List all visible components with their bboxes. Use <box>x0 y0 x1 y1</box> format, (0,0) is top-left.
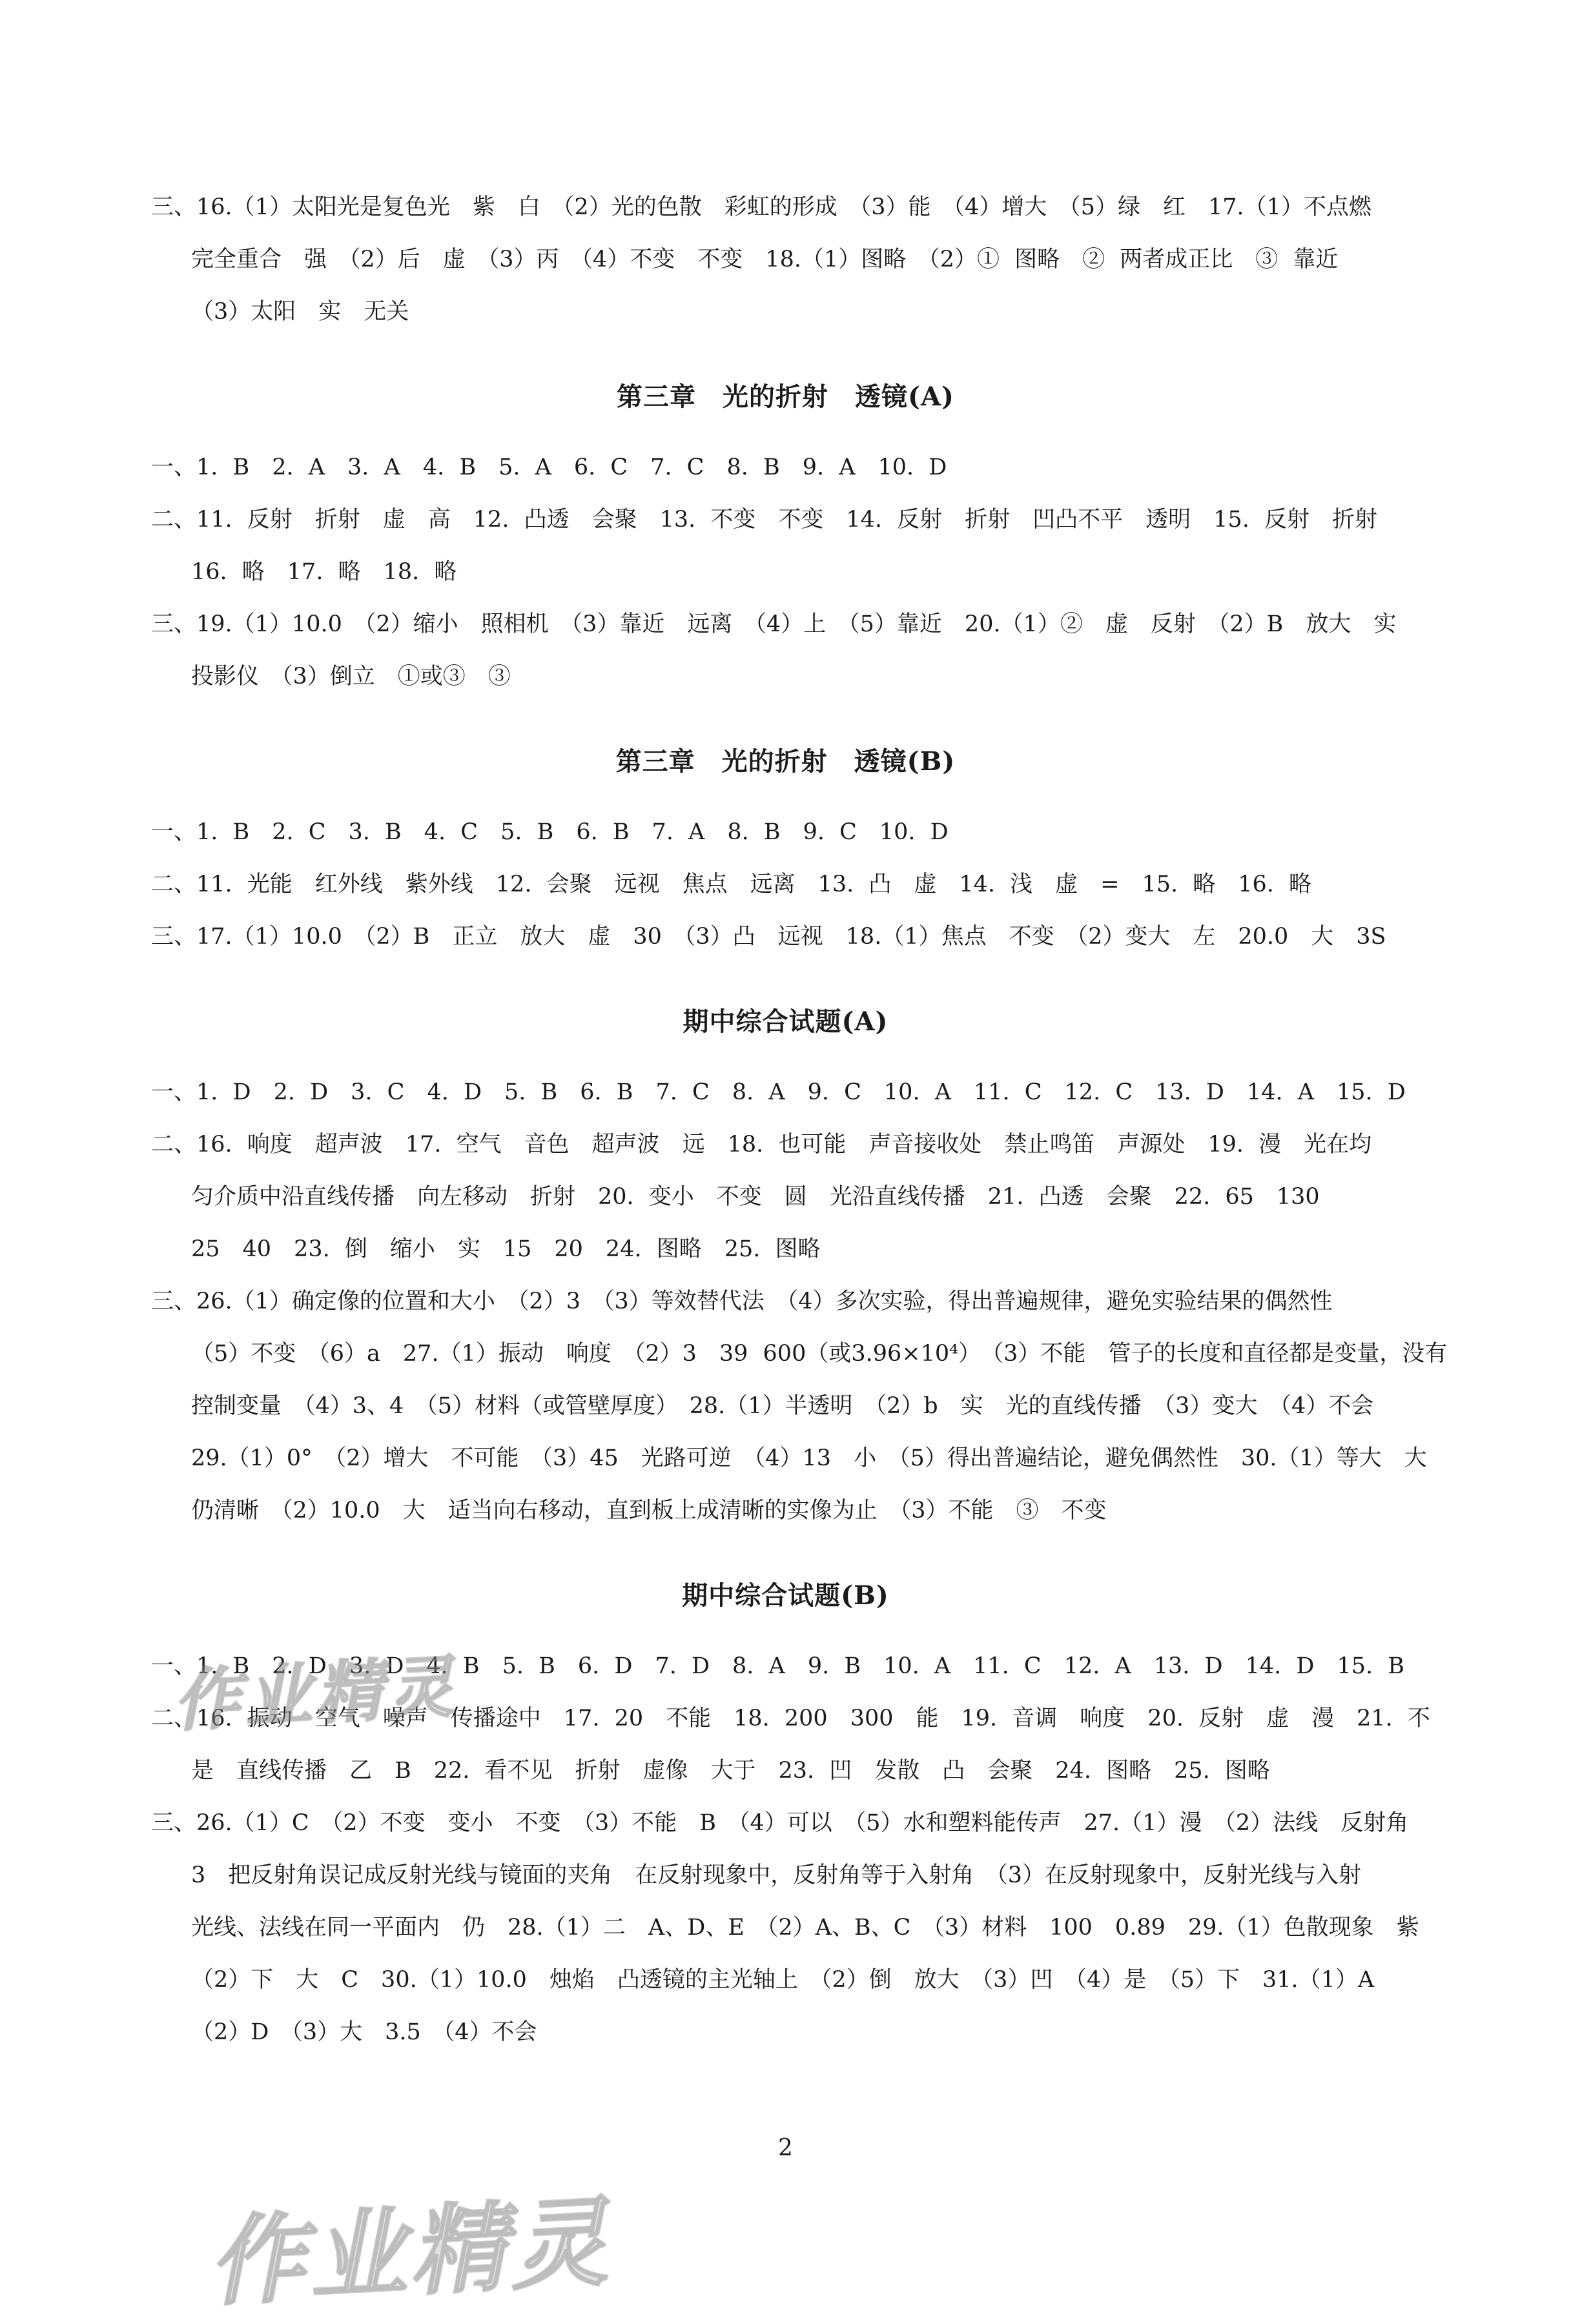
answer-line: 三、17.（1）10.0 （2）B 正立 放大 虚 30 （3）凸 远视 18.（1）焦点 不变 （2）变大 左 20.0 大 3S <box>151 924 1386 950</box>
answer-line: 16. 略 17. 略 18. 略 <box>191 559 457 585</box>
answer-line: 一、1. B 2. A 3. A 4. B 5. A 6. C 7. C 8. B 9. A 10. D <box>151 454 947 480</box>
answer-line: 25 40 23. 倒 缩小 实 15 20 24. 图略 25. 图略 <box>191 1236 821 1262</box>
answer-line: 二、11. 反射 折射 虚 高 12. 凸透 会聚 13. 不变 不变 14. 反射 折射 凹凸不平 透明 15. 反射 折射 <box>151 507 1377 533</box>
answer-line: 控制变量 （4）3、4 （5）材料（或管壁厚度） 28.（1）半透明 （2）b 实 光的直线传播 （3）变大 （4）不会 <box>191 1393 1374 1419</box>
answer-line: 一、1. B 2. D 3. D 4. B 5. B 6. D 7. D 8. A 9. B 10. A 11. C 12. A 13. D 14. D 15. B <box>151 1653 1404 1679</box>
section-title: 期中综合试题(B) <box>682 1580 889 1611</box>
answer-line: 投影仪 （3）倒立 ①或③ ③ <box>191 664 511 689</box>
answer-line: （2）下 大 C 30.（1）10.0 烛焰 凸透镜的主光轴上 （2）倒 放大 （3）凹 （4）是 （5）下 31.（1）A <box>191 1967 1375 1993</box>
answer-line: 29.（1）0° （2）增大 不可能 （3）45 光路可逆 （4）13 小 （5）得出普遍结论，避免偶然性 30.（1）等大 大 <box>191 1445 1427 1471</box>
watermark-logo-large: 作业精灵 <box>205 2186 614 2320</box>
answer-line: 二、16. 响度 超声波 17. 空气 音色 超声波 远 18. 也可能 声音接收处 禁止鸣笛 声源处 19. 漫 光在均 <box>151 1132 1372 1157</box>
answer-line: 3 把反射角误记成反射光线与镜面的夹角 在反射现象中，反射角等于入射角 （3）在反射现象中，反射光线与入射 <box>191 1862 1362 1888</box>
answer-line: 仍清晰 （2）10.0 大 适当向右移动，直到板上成清晰的实像为止 （3）不能 ③ 不变 <box>191 1498 1107 1524</box>
answer-line: 三、26.（1）确定像的位置和大小 （2）3 （3）等效替代法 （4）多次实验，得出普遍规律，避免实验结果的偶然性 <box>151 1289 1333 1314</box>
answer-line: （5）不变 （6）a 27.（1）振动 响度 （2）3 39 600（或3.96×10⁴） （3）不能 管子的长度和直径都是变量，没有 <box>191 1341 1448 1367</box>
answer-line: 光线、法线在同一平面内 仍 28.（1）二 A、D、E （2）A、B、C （3）材料 100 0.89 29.（1）色散现象 紫 <box>191 1915 1419 1941</box>
answer-line: 三、16.（1）太阳光是复色光 紫 白 （2）光的色散 彩虹的形成 （3）能 （4）增大 （5）绿 红 17.（1）不点燃 <box>151 194 1371 220</box>
answer-line: 二、16. 振动 空气 噪声 传播途中 17. 20 不能 18. 200 300 能 19. 音调 响度 20. 反射 虚 漫 21. 不 <box>151 1706 1430 1731</box>
page-number: 2 <box>778 2135 793 2161</box>
answer-line: 二、11. 光能 红外线 紫外线 12. 会聚 远视 焦点 远离 13. 凸 虚 14. 浅 虚 = 15. 略 16. 略 <box>151 872 1312 897</box>
answer-line: 一、1. B 2. C 3. B 4. C 5. B 6. B 7. A 8. B 9. C 10. D <box>151 819 949 845</box>
answer-line: 一、1. D 2. D 3. C 4. D 5. B 6. B 7. C 8. A 9. C 10. A 11. C 12. C 13. D 14. A 15. D <box>151 1079 1406 1105</box>
answer-line: （3）太阳 实 无关 <box>191 299 409 325</box>
section-title: 第三章 光的折射 透镜(B) <box>615 746 956 777</box>
section-title: 期中综合试题(A) <box>683 1006 888 1037</box>
answer-line: 匀介质中沿直线传播 向左移动 折射 20. 变小 不变 圆 光沿直线传播 21. 凸透 会聚 22. 65 130 <box>191 1184 1320 1210</box>
watermark-logo: 作业精灵 <box>171 1647 460 1741</box>
answer-line: 三、19.（1）10.0 （2）缩小 照相机 （3）靠近 远离 （4）上 （5）靠近 20.（1）② 虚 反射 （2）B 放大 实 <box>151 611 1397 637</box>
answer-line: 三、26.（1）C （2）不变 变小 不变 （3）不能 B （4）可以 （5）水和塑料能传声 27.（1）漫 （2）法线 反射角 <box>151 1810 1409 1836</box>
section-title: 第三章 光的折射 透镜(A) <box>617 382 954 412</box>
answer-line: 完全重合 强 （2）后 虚 （3）丙 （4）不变 不变 18.（1）图略 （2）① 图略 ② 两者成正比 ③ 靠近 <box>191 247 1339 272</box>
answer-line: （2）D （3）大 3.5 （4）不会 <box>191 2019 537 2045</box>
answer-line: 是 直线传播 乙 B 22. 看不见 折射 虚像 大于 23. 凹 发散 凸 会聚 24. 图略 25. 图略 <box>191 1758 1270 1784</box>
